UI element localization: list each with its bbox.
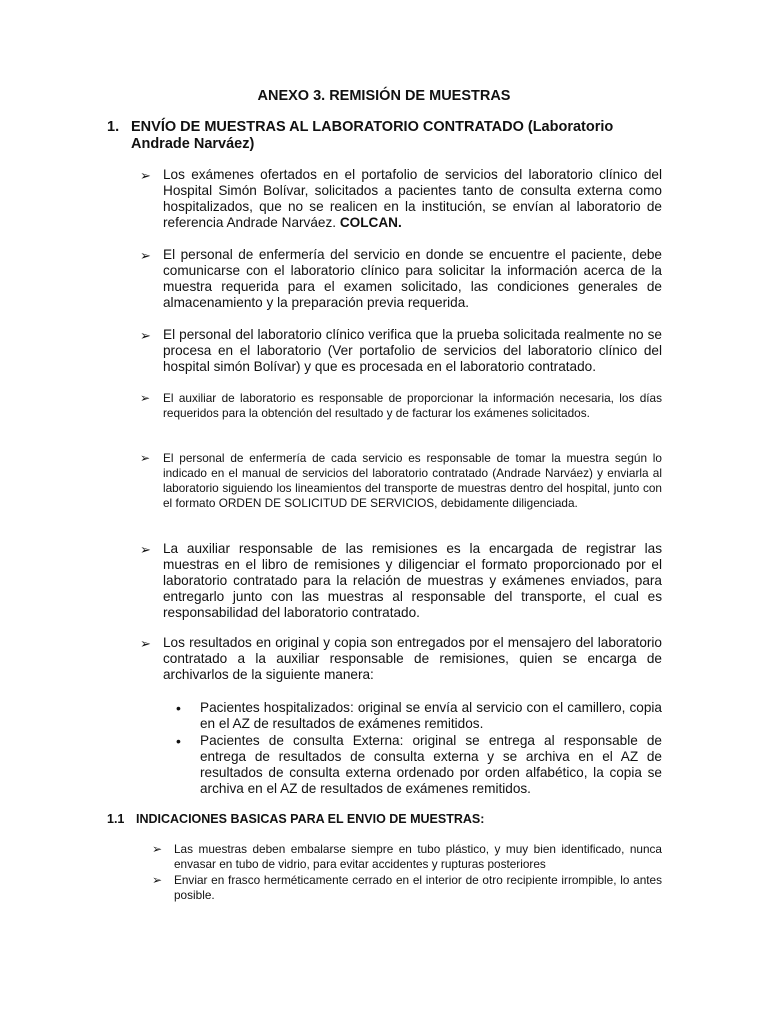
arrow-bullet-icon: ➢ (140, 451, 151, 465)
sub-list-item-text: Las muestras deben embalarse siempre en tubo plástico, y muy bien identificado, nunca envasar en tubo de vidrio, para evitar accidentes y rupturas posteriores (174, 842, 662, 871)
document-title: ANEXO 3. REMISIÓN DE MUESTRAS (257, 88, 511, 104)
bold-text: COLCAN. (339, 215, 402, 230)
bullet-icon: • (176, 700, 181, 716)
arrow-bullet-icon: ➢ (152, 842, 163, 856)
arrow-bullet-icon: ➢ (140, 168, 151, 183)
arrow-bullet-icon: ➢ (140, 636, 151, 651)
section-1-1-title: INDICACIONES BASICAS PARA EL ENVIO DE MUESTRAS: (136, 812, 485, 826)
arrow-bullet-icon: ➢ (140, 391, 151, 405)
list-item-text: Los resultados en original y copia son entregados por el mensajero del laboratorio contratado a la auxiliar responsable de remisiones, quien se encarga de archivarlos de la siguiente manera: (163, 635, 662, 682)
list-item-text: El personal de enfermería de cada servicio es responsable de tomar la muestra según lo indicado en el manual de servicios del laboratorio contratado (Andrade Narváez) y enviarla al laboratorio siguiendo los lineamientos del transporte de muestras dentro del hospital, junto con el formato ORDEN DE SOLICITUD DE SERVICIOS, debidamente diligenciada. (163, 451, 662, 510)
bullet-item-text: Pacientes de consulta Externa: original se entrega al responsable de entrega de resultados de consulta externa y se archiva en el AZ de resultados de consulta externa ordenado por orden alfabético, la copia se archiva en el AZ de resultados de exámenes remitidos. (200, 733, 662, 796)
arrow-bullet-icon: ➢ (140, 328, 151, 343)
arrow-bullet-icon: ➢ (140, 542, 151, 557)
sub-list-item-text: Enviar en frasco herméticamente cerrado en el interior de otro recipiente irrompible, lo antes posible. (174, 873, 662, 902)
list-item-text: El personal del laboratorio clínico verifica que la prueba solicitada realmente no se procesa en el laboratorio (Ver portafolio de servicios del laboratorio clínico del hospital simón Bolívar) y que es procesada en el laboratorio contratado. (163, 327, 662, 374)
bullet-icon: • (176, 733, 181, 749)
list-item-text: Los exámenes ofertados en el portafolio de servicios del laboratorio clínico del Hospital Simón Bolívar, solicitados a pacientes tanto de consulta externa como hospitalizados, que no se realicen en la institución, se envían al laboratorio de referencia Andrade Narváez. COLCAN. (163, 167, 662, 230)
list-item-text: La auxiliar responsable de las remisiones es la encargada de registrar las muestras en el libro de remisiones y diligenciar el formato proporcionado por el laboratorio contratado para la relación de muestras y exámenes enviados, para entregarlo junto con las muestras al responsable del transporte, el cual es responsabilidad del laboratorio contratado. (163, 541, 662, 620)
section-1-number: 1. (107, 119, 120, 135)
section-1-1-number: 1.1 (107, 812, 125, 826)
bullet-item-text: Pacientes hospitalizados: original se envía al servicio con el camillero, copia en el AZ de resultados de exámenes remitidos. (200, 700, 662, 731)
list-item-text: El auxiliar de laboratorio es responsable de proporcionar la información necesaria, los días requeridos para la obtención del resultado y de facturar los exámenes solicitados. (163, 391, 662, 420)
section-1-title: ENVÍO DE MUESTRAS AL LABORATORIO CONTRATADO (Laboratorio Andrade Narváez) (131, 119, 614, 152)
list-item-text: El personal de enfermería del servicio en donde se encuentre el paciente, debe comunicarse con el laboratorio clínico para solicitar la información acerca de la muestra requerida para el examen solicitado, las condiciones generales de almacenamiento y la preparación previa requerida. (163, 247, 662, 310)
arrow-bullet-icon: ➢ (152, 873, 163, 887)
arrow-bullet-icon: ➢ (140, 248, 151, 263)
